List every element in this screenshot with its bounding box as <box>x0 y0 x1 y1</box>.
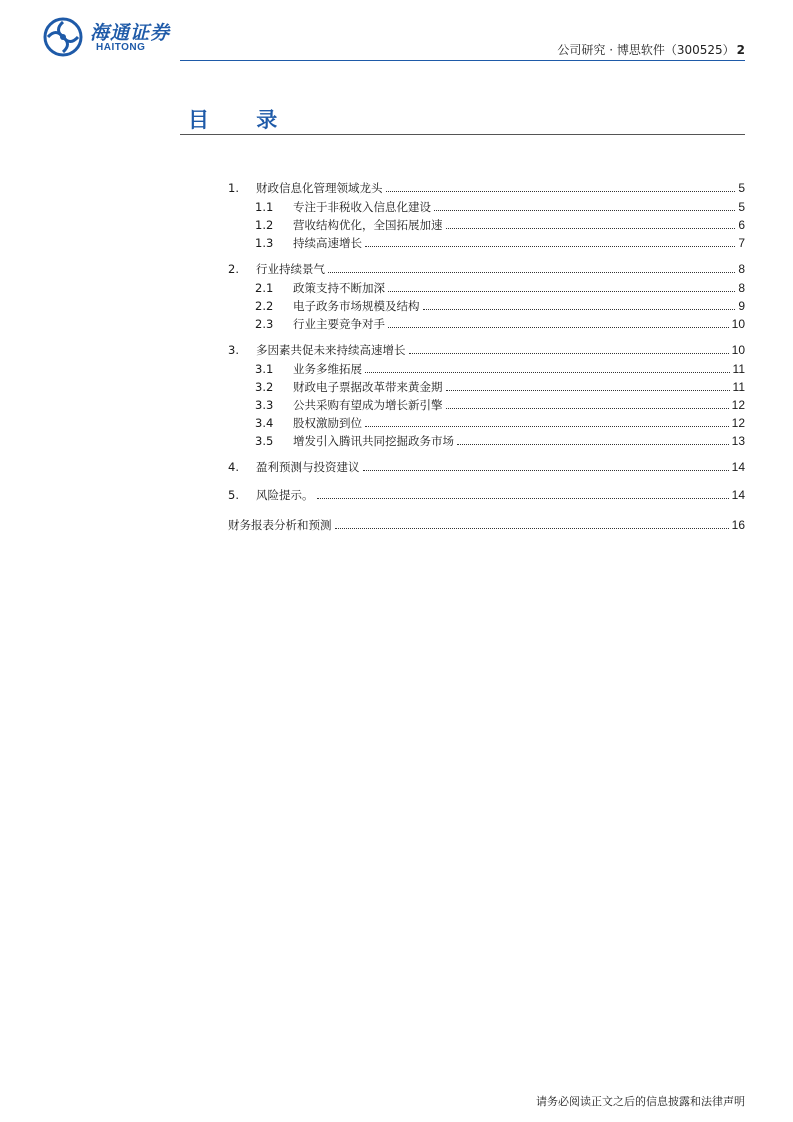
toc-entry[interactable] <box>255 397 745 413</box>
toc-entry-number: 5. <box>228 488 239 502</box>
running-header <box>557 41 745 58</box>
toc-entry-page: 9 <box>738 299 745 313</box>
toc-leader-dots <box>328 271 735 273</box>
toc-leader-dots <box>409 352 729 354</box>
toc-entry-number: 3. <box>228 343 239 357</box>
toc-entry-number: 1.3 <box>255 236 274 250</box>
toc-entry-page: 5 <box>738 181 745 195</box>
toc-entry[interactable] <box>255 235 745 251</box>
toc-leader-dots <box>446 407 729 409</box>
toc-entry[interactable] <box>255 415 745 431</box>
toc-entry-page: 12 <box>731 416 745 430</box>
header-page-number: 2 <box>736 43 745 57</box>
toc-entry-number: 2.2 <box>255 299 274 313</box>
toc-entry-page: 16 <box>731 518 745 532</box>
toc-entry[interactable] <box>228 261 745 277</box>
toc-leader-dots <box>446 389 730 391</box>
toc-entry[interactable] <box>255 298 745 314</box>
toc-entry[interactable] <box>228 342 745 358</box>
toc-entry-number: 3.4 <box>255 416 274 430</box>
toc-entry-page: 10 <box>731 343 745 357</box>
logo-chinese-name: 海通证券 <box>90 22 171 44</box>
toc-entry-title: 财政电子票据改革带来黄金期 <box>293 380 443 394</box>
toc-entry-title: 专注于非税收入信息化建设 <box>293 200 431 214</box>
toc-entry-number: 1.2 <box>255 218 274 232</box>
toc-entry-title: 公共采购有望成为增长新引擎 <box>293 398 443 412</box>
toc-entry-title: 持续高速增长 <box>293 236 362 250</box>
toc-entry[interactable] <box>255 280 745 296</box>
toc-leader-dots <box>335 527 729 529</box>
toc-entry[interactable] <box>255 199 745 215</box>
toc-entry[interactable] <box>228 517 745 533</box>
toc-entry-title: 盈利预测与投资建议 <box>256 460 360 474</box>
toc-entry[interactable] <box>228 487 745 503</box>
toc-entry-page: 14 <box>731 488 745 502</box>
toc-title-rule <box>180 134 745 135</box>
toc-leader-dots <box>363 469 729 471</box>
toc-entry-title: 财政信息化管理领域龙头 <box>256 181 383 195</box>
toc-leader-dots <box>457 443 729 445</box>
toc-entry-page: 5 <box>738 200 745 214</box>
toc-leader-dots <box>446 227 736 229</box>
toc-entry-number: 3.2 <box>255 380 274 394</box>
toc-leader-dots <box>434 209 735 211</box>
header-rule <box>180 60 745 61</box>
toc-entry-title: 财务报表分析和预测 <box>228 518 332 532</box>
toc-entry-title: 营收结构优化，全国拓展加速 <box>293 218 443 232</box>
toc-leader-dots <box>317 497 729 499</box>
toc-entry-page: 11 <box>732 380 745 394</box>
toc-entry-number: 3.5 <box>255 434 274 448</box>
toc-entry[interactable] <box>228 180 745 196</box>
toc-leader-dots <box>365 425 729 427</box>
toc-entry-title: 政策支持不断加深 <box>293 281 385 295</box>
toc-entry-number: 3.3 <box>255 398 274 412</box>
toc-entry-title: 行业持续景气 <box>256 262 325 276</box>
toc-entry-title: 多因素共促未来持续高速增长 <box>256 343 406 357</box>
footer-disclaimer: 请务必阅读正文之后的信息披露和法律声明 <box>536 1095 745 1108</box>
toc-entry-number: 2.1 <box>255 281 274 295</box>
toc-entry-number: 2.3 <box>255 317 274 331</box>
toc-leader-dots <box>423 308 736 310</box>
toc-entry-page: 13 <box>731 434 745 448</box>
toc-leader-dots <box>388 326 729 328</box>
toc-entry[interactable] <box>228 459 745 475</box>
toc-entry-page: 7 <box>738 236 745 250</box>
toc-entry-page: 6 <box>738 218 745 232</box>
toc-entry[interactable] <box>255 361 745 377</box>
toc-title: 目 录 <box>188 107 298 132</box>
toc-entry-number: 3.1 <box>255 362 274 376</box>
toc-entry-page: 8 <box>738 262 745 276</box>
toc-entry-title: 行业主要竞争对手 <box>293 317 385 331</box>
toc-entry-page: 10 <box>731 317 745 331</box>
toc-entry-title: 业务多维拓展 <box>293 362 362 376</box>
toc-entry-page: 14 <box>731 460 745 474</box>
toc-entry-title: 电子政务市场规模及结构 <box>293 299 420 313</box>
toc-entry[interactable] <box>255 217 745 233</box>
toc-leader-dots <box>386 190 736 192</box>
toc-leader-dots <box>388 290 735 292</box>
toc-entry-number: 1.1 <box>255 200 274 214</box>
toc-entry-title: 风险提示。 <box>256 488 314 502</box>
toc-entry-title: 增发引入腾讯共同挖掘政务市场 <box>293 434 454 448</box>
haitong-emblem-icon <box>42 16 84 58</box>
toc-leader-dots <box>365 371 730 373</box>
toc-leader-dots <box>365 245 735 247</box>
toc-entry[interactable] <box>255 433 745 449</box>
logo-english-name: HAITONG <box>96 42 146 53</box>
toc-entry-page: 8 <box>738 281 745 295</box>
toc-entry[interactable] <box>255 379 745 395</box>
toc-entry-number: 4. <box>228 460 239 474</box>
toc-entry-number: 2. <box>228 262 239 276</box>
toc-entry[interactable] <box>255 316 745 332</box>
toc-entry-title: 股权激励到位 <box>293 416 362 430</box>
report-line: 公司研究 · 博思软件（300525） <box>557 43 735 57</box>
toc-entry-page: 12 <box>731 398 745 412</box>
toc-entry-number: 1. <box>228 181 239 195</box>
haitong-logo <box>42 16 192 58</box>
toc-entry-page: 11 <box>732 362 745 376</box>
